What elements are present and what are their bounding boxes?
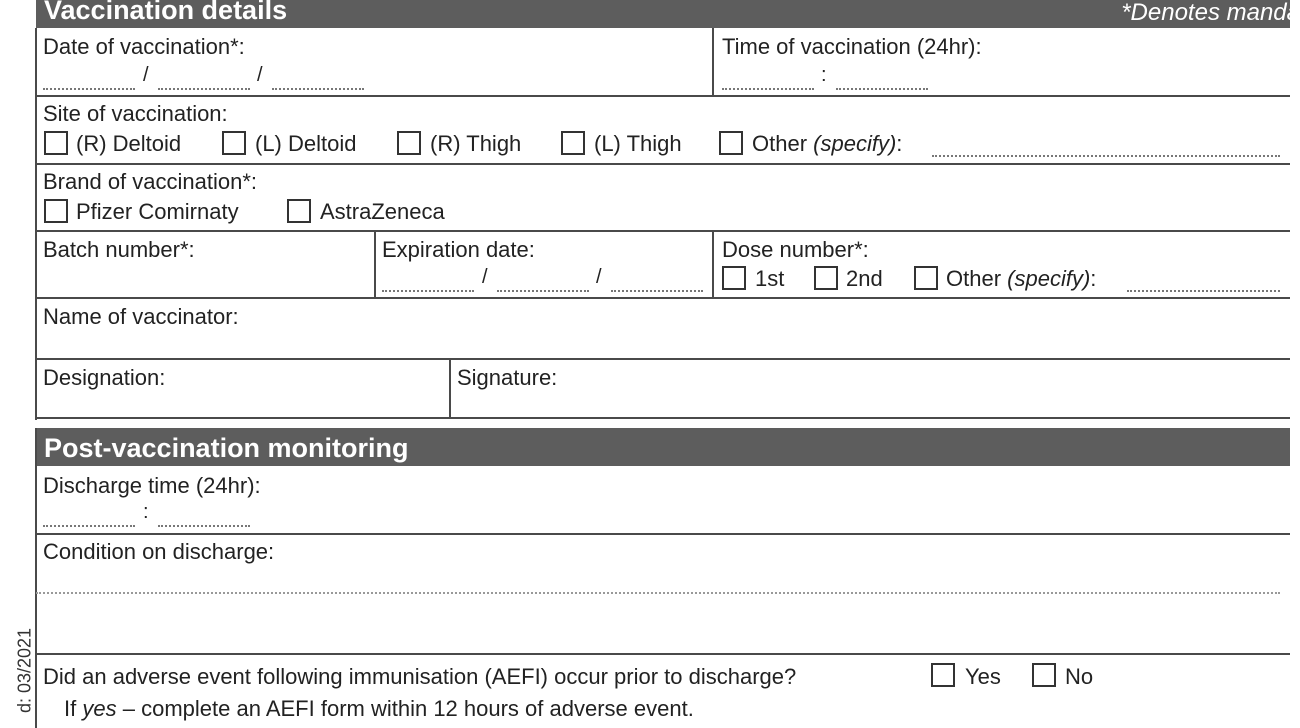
section-title: Vaccination details bbox=[44, 0, 288, 25]
brand-of-vaccination-label: Brand of vaccination*: bbox=[43, 169, 258, 194]
dose-other-checkbox[interactable] bbox=[914, 266, 938, 290]
aefi-no-checkbox[interactable] bbox=[1032, 663, 1056, 687]
site-of-vaccination-label: Site of vaccination: bbox=[43, 101, 228, 126]
expiry-month-field[interactable] bbox=[497, 290, 589, 292]
batch-number-label: Batch number*: bbox=[43, 237, 195, 262]
section-title: Post-vaccination monitoring bbox=[44, 433, 409, 463]
aefi-instruction: If yes – complete an AEFI form within 12 hours of adverse event. bbox=[64, 696, 694, 721]
brand-astrazeneca-checkbox[interactable] bbox=[287, 199, 311, 223]
revision-date-note: d: 03/2021 bbox=[14, 627, 35, 714]
date-month-field[interactable] bbox=[158, 88, 250, 90]
site-r-thigh-checkbox[interactable] bbox=[397, 131, 421, 155]
brand-pfizer-checkbox[interactable] bbox=[44, 199, 68, 223]
dose-1st-checkbox[interactable] bbox=[722, 266, 746, 290]
discharge-time-label: Discharge time (24hr): bbox=[43, 473, 261, 498]
name-of-vaccinator-label: Name of vaccinator: bbox=[43, 304, 239, 329]
vaccination-details-header bbox=[36, 0, 1300, 28]
aefi-question: Did an adverse event following immunisation (AEFI) occur prior to discharge? bbox=[43, 664, 797, 689]
site-l-thigh-checkbox[interactable] bbox=[561, 131, 585, 155]
site-l-deltoid-checkbox[interactable] bbox=[222, 131, 246, 155]
discharge-minute-field[interactable] bbox=[158, 525, 250, 527]
expiration-date-label: Expiration date: bbox=[382, 237, 535, 262]
date-of-vaccination-label: Date of vaccination*: bbox=[43, 34, 245, 59]
dose-2nd-checkbox[interactable] bbox=[814, 266, 838, 290]
expiry-year-field[interactable] bbox=[611, 290, 703, 292]
time-hour-field[interactable] bbox=[722, 88, 814, 90]
site-other-specify-field[interactable] bbox=[932, 155, 1280, 157]
site-r-deltoid-checkbox[interactable] bbox=[44, 131, 68, 155]
signature-label: Signature: bbox=[457, 365, 558, 390]
condition-on-discharge-label: Condition on discharge: bbox=[43, 539, 275, 564]
expiry-day-field[interactable] bbox=[382, 290, 474, 292]
dose-other-label: Other (specify): bbox=[946, 266, 1097, 291]
time-minute-field[interactable] bbox=[836, 88, 928, 90]
date-year-field[interactable] bbox=[272, 88, 364, 90]
designation-label: Designation: bbox=[43, 365, 166, 390]
discharge-hour-field[interactable] bbox=[43, 525, 135, 527]
site-other-label: Other (specify): bbox=[752, 131, 903, 156]
aefi-yes-checkbox[interactable] bbox=[931, 663, 955, 687]
dose-number-label: Dose number*: bbox=[722, 237, 869, 262]
site-other-checkbox[interactable] bbox=[719, 131, 743, 155]
mandatory-note: *Denotes manda bbox=[1121, 0, 1300, 26]
post-vaccination-monitoring-header bbox=[36, 428, 1290, 466]
dose-other-specify-field[interactable] bbox=[1127, 290, 1280, 292]
time-of-vaccination-label: Time of vaccination (24hr): bbox=[722, 34, 982, 59]
date-day-field[interactable] bbox=[43, 88, 135, 90]
condition-field-line[interactable] bbox=[36, 592, 1280, 594]
